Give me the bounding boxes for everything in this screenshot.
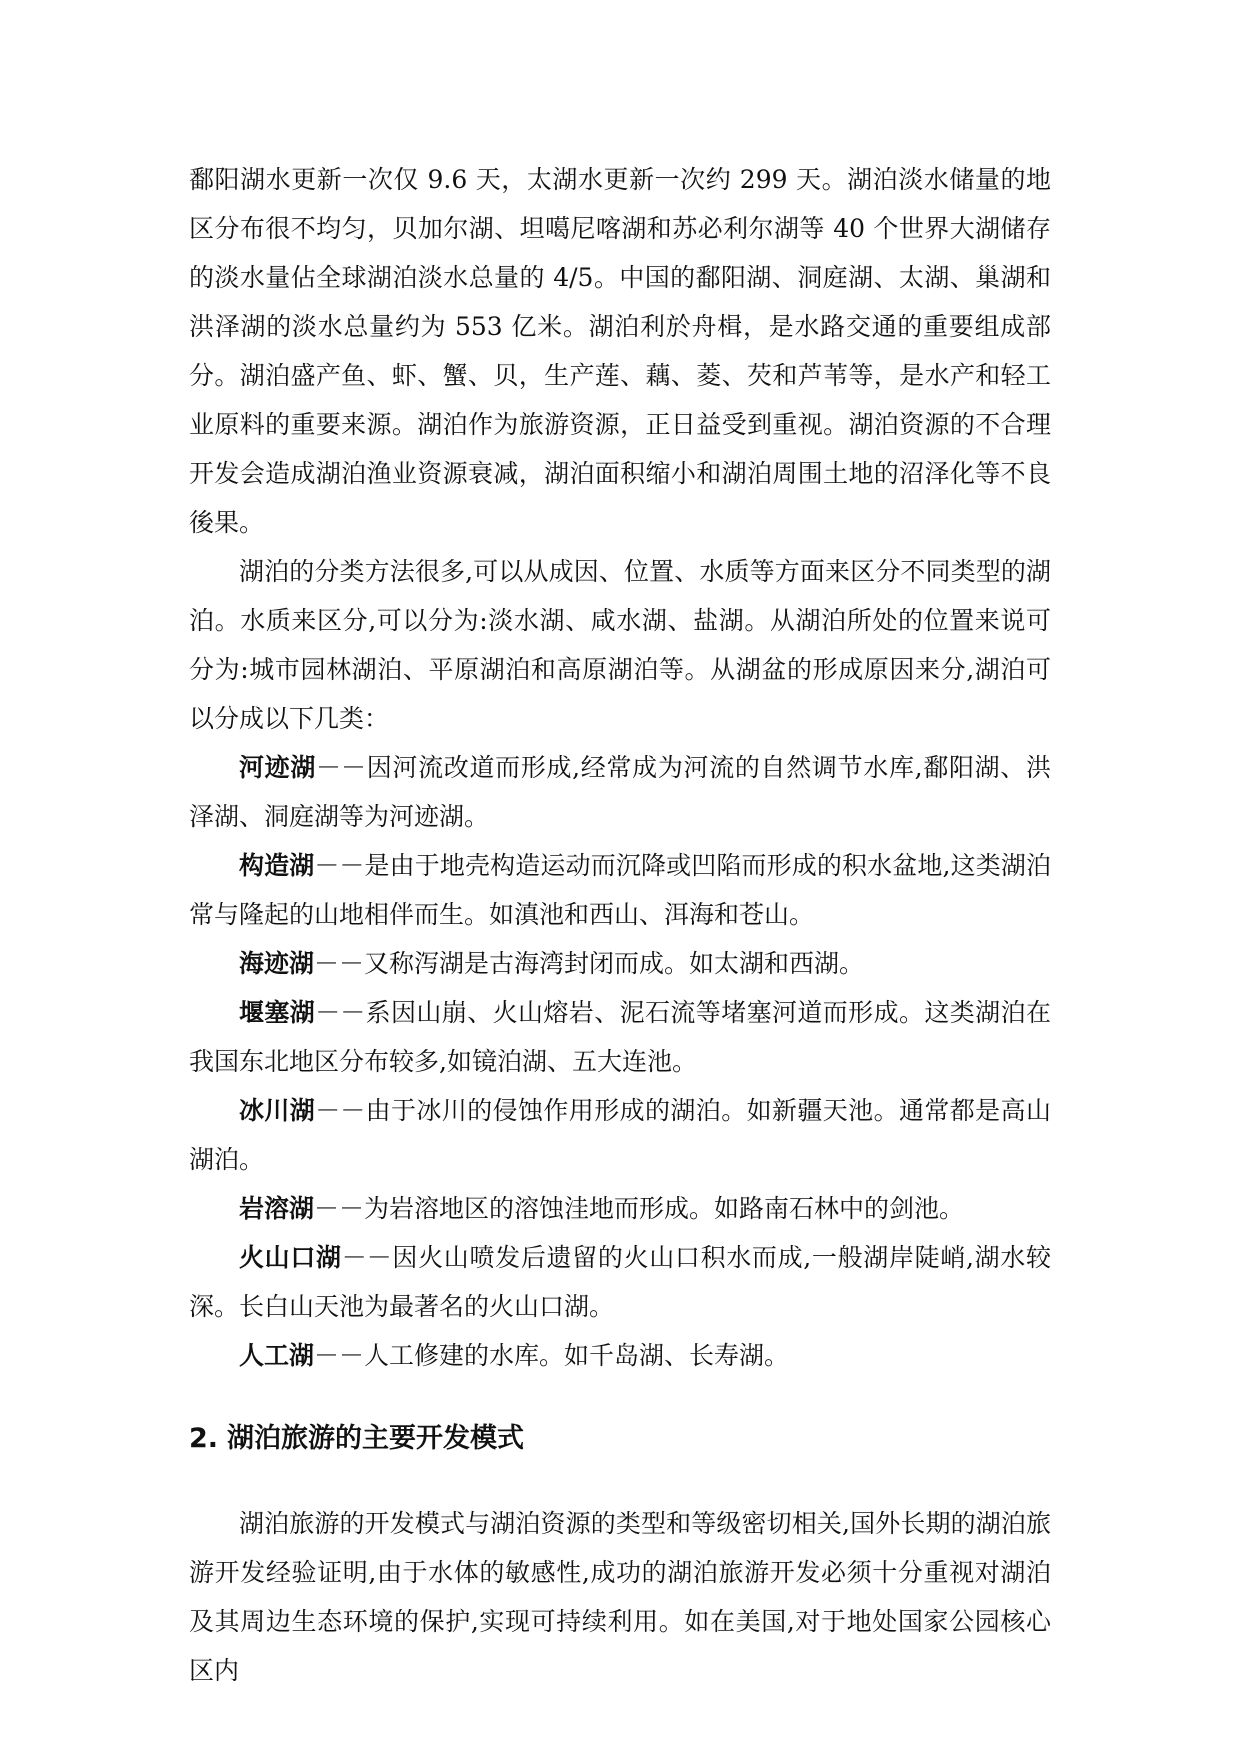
lake-type-gouzaohu bbox=[189, 841, 1051, 939]
development-paragraph: 湖泊旅游的开发模式与湖泊资源的类型和等级密切相关,国外长期的湖泊旅游开发经验证明,由于水体的敏感性,成功的湖泊旅游开发必须十分重视对湖泊及其周边生态环境的保护,实现可持续利用。如在美国,对于地处国家公园核心区内 bbox=[189, 1509, 1051, 1685]
intro-paragraph: 鄱阳湖水更新一次仅 9.6 天，太湖水更新一次约 299 天。湖泊淡水储量的地区分布很不均匀，贝加尔湖、坦噶尼喀湖和苏必利尔湖等 40 个世界大湖储存的淡水量佔全球湖泊淡水总量的 4/5。中国的鄱阳湖、洞庭湖、太湖、巢湖和洪泽湖的淡水总量约为 553 亿米。湖泊利於舟楫，是水路交通的重要组成部分。湖泊盛产鱼、虾、蟹、贝，生产莲、藕、菱、芡和芦苇等，是水产和轻工业原料的重要来源。湖泊作为旅游资源，正日益受到重视。湖泊资源的不合理开发会造成湖泊渔业资源衰减，湖泊面积缩小和湖泊周围土地的沼泽化等不良後果。 bbox=[189, 165, 1051, 537]
lake-type-description: －－由于冰川的侵蚀作用形成的湖泊。如新疆天池。通常都是高山湖泊。 bbox=[189, 1096, 1051, 1174]
section-number: 2. bbox=[189, 1423, 219, 1454]
lake-type-term: 构造湖 bbox=[239, 851, 315, 880]
lake-type-description: －－因河流改道而形成,经常成为河流的自然调节水库,鄱阳湖、洪泽湖、洞庭湖等为河迹湖。 bbox=[189, 753, 1051, 831]
lake-type-haijihu bbox=[189, 939, 1051, 988]
lake-type-description: －－是由于地壳构造运动而沉降或凹陷而形成的积水盆地,这类湖泊常与隆起的山地相伴而生。如滇池和西山、洱海和苍山。 bbox=[189, 851, 1051, 929]
document-body bbox=[189, 155, 1051, 1695]
lake-type-bingchuanhu bbox=[189, 1086, 1051, 1184]
lake-type-term: 堰塞湖 bbox=[239, 998, 316, 1027]
lake-type-description: －－人工修建的水库。如千岛湖、长寿湖。 bbox=[314, 1341, 790, 1370]
lake-type-term: 河迹湖 bbox=[239, 753, 317, 782]
lake-type-yanronghu bbox=[189, 1184, 1051, 1233]
lake-type-term: 火山口湖 bbox=[239, 1243, 342, 1272]
lake-type-huoshankouhu bbox=[189, 1233, 1051, 1331]
lake-type-term: 海迹湖 bbox=[239, 949, 315, 978]
lake-type-term: 冰川湖 bbox=[239, 1096, 316, 1125]
lake-type-description: －－系因山崩、火山熔岩、泥石流等堵塞河道而形成。这类湖泊在我国东北地区分布较多,如镜泊湖、五大连池。 bbox=[189, 998, 1051, 1076]
lake-type-yansaihu bbox=[189, 988, 1051, 1086]
lake-type-description: －－又称泻湖是古海湾封闭而成。如太湖和西湖。 bbox=[314, 949, 865, 978]
lake-type-term: 人工湖 bbox=[239, 1341, 315, 1370]
lake-type-rengonghu bbox=[189, 1331, 1051, 1380]
lake-type-hejihu bbox=[189, 743, 1051, 841]
section-title: 湖泊旅游的主要开发模式 bbox=[227, 1423, 524, 1454]
lake-type-term: 岩溶湖 bbox=[239, 1194, 315, 1223]
classification-paragraph: 湖泊的分类方法很多,可以从成因、位置、水质等方面来区分不同类型的湖泊。水质来区分,可以分为:淡水湖、咸水湖、盐湖。从湖泊所处的位置来说可分为:城市园林湖泊、平原湖泊和高原湖泊等。从湖盆的形成原因来分,湖泊可以分成以下几类： bbox=[189, 557, 1051, 733]
lake-type-description: －－因火山喷发后遗留的火山口积水而成,一般湖岸陡峭,湖水较深。长白山天池为最著名的火山口湖。 bbox=[189, 1243, 1051, 1321]
lake-type-description: －－为岩溶地区的溶蚀洼地而形成。如路南石林中的剑池。 bbox=[314, 1194, 965, 1223]
section-heading bbox=[189, 1419, 1051, 1459]
